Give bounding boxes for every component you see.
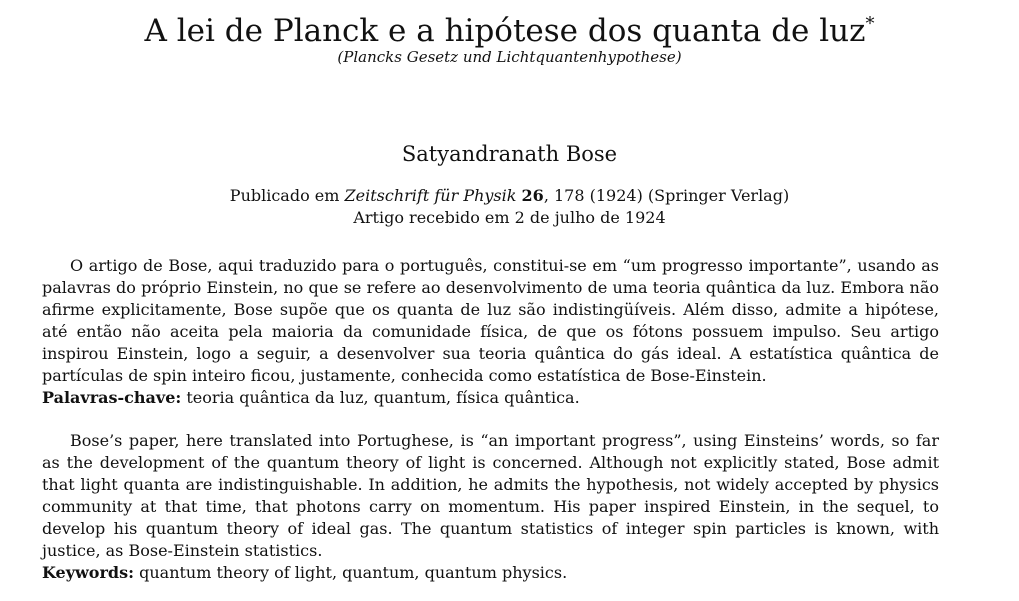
title-footnote-mark: * — [865, 13, 875, 35]
keywords-en-label: Keywords: — [42, 563, 135, 582]
keywords-en-list: quantum theory of light, quantum, quantum physics. — [139, 563, 568, 582]
journal-name: Zeitschrift für Physik — [344, 186, 517, 205]
keywords-pt — [42, 387, 939, 409]
received-date: Artigo recebido em 2 de julho de 1924 — [353, 208, 666, 227]
author-name: Satyandranath Bose — [401, 142, 618, 166]
keywords-pt-label: Palavras-chave: — [42, 388, 182, 407]
journal-volume: 26 — [521, 186, 544, 205]
abstract-en-text: Bose’s paper, here translated into Portughese, is “an important progress”, using Einsteins’ words, so far as the development of the quantum theory of light is concerned. Although not explicitly stated, Bose admit that light quanta are indistinguishable. In addition, he admits the hypothesis, not widely accepted by physics community at that time, that photons carry on momentum. His paper inspired Einstein, in the sequel, to develop his quantum theory of ideal gas. The quantum statistics of integer spin particles is known, with justice, as Bose-Einstein statistics. — [42, 431, 939, 560]
abstract-english — [42, 430, 939, 584]
abstract-portuguese — [42, 255, 939, 409]
title-text: A lei de Planck e a hipótese dos quanta de luz — [144, 13, 866, 49]
publication-line — [0, 185, 1019, 207]
publication-details: , 178 (1924) (Springer Verlag) — [543, 186, 790, 205]
keywords-pt-list: teoria quântica da luz, quantum, física quântica. — [186, 388, 580, 407]
publication-info — [0, 185, 1019, 229]
abstract-pt-text: O artigo de Bose, aqui traduzido para o português, constitui-se em “um progresso importante”, usando as palavras do próprio Einstein, no que se refere ao desenvolvimento de uma teoria quântica da luz. Embora não afirme explicitamente, Bose supõe que os quanta de luz são indistingüíveis. Além disso, admite a hipótese, até então não aceita pela maioria da comunidade física, de que os fótons possuem impulso. Seu artigo inspirou Einstein, logo a seguir, a desenvolver sua teoria quântica do gás ideal. A estatística quântica de partículas de spin inteiro ficou, justamente, conhecida como estatística de Bose-Einstein. — [42, 256, 939, 385]
publication-prefix: Publicado em — [229, 186, 340, 205]
paper-title — [0, 12, 1019, 50]
paper-subtitle: (Plancks Gesetz und Lichtquantenhypothese) — [337, 48, 682, 66]
keywords-en — [42, 562, 939, 584]
